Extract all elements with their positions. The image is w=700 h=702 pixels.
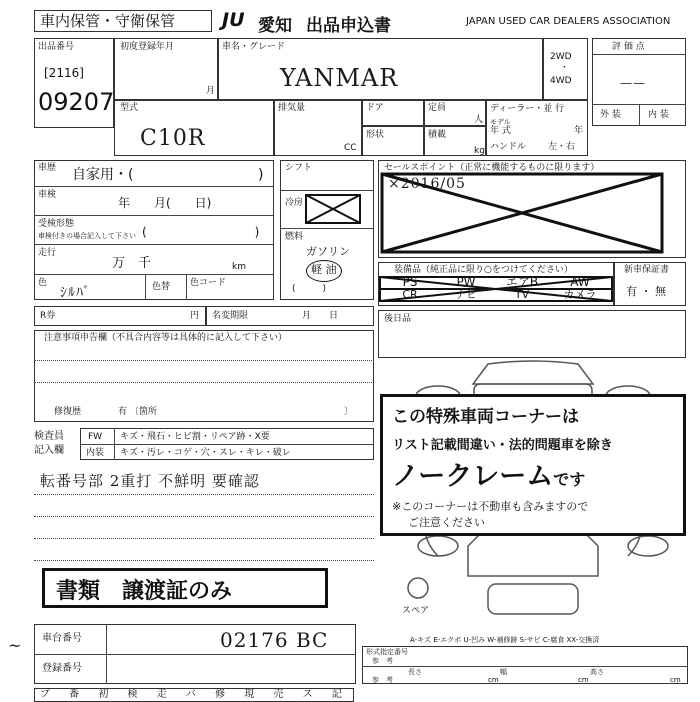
form-div bbox=[362, 666, 688, 667]
recv-paren: ( ) bbox=[142, 225, 260, 239]
type-label: 型式 bbox=[120, 103, 139, 113]
assoc-name: JAPAN USED CAR DEALERS ASSOCIATION bbox=[466, 16, 671, 27]
spare-label: スペア bbox=[402, 606, 430, 616]
drive-4wd: 4WD bbox=[550, 76, 572, 86]
history-div2 bbox=[34, 215, 274, 216]
inspector-label-1: 検査員 bbox=[34, 431, 64, 442]
model-year-label: モデル bbox=[490, 118, 511, 126]
warranty-label: 新車保証書 bbox=[624, 265, 670, 275]
inspector-label-2: 記入欄 bbox=[34, 445, 64, 456]
drive-dot: ・ bbox=[560, 63, 570, 73]
width-label: 幅 bbox=[500, 668, 507, 676]
inspector-line3 bbox=[34, 538, 374, 539]
door-label: ドア bbox=[366, 103, 384, 113]
grade-split bbox=[639, 104, 640, 126]
docs-text: 書類 譲渡証のみ bbox=[56, 579, 233, 604]
special-line-4: ※このコーナーは不動車も含みますので bbox=[392, 500, 589, 513]
damage-legend: A-キズ E-エクボ U-凹み W-補修跡 S-サビ C-腐食 XX-交換済 bbox=[410, 636, 600, 644]
special-line-1: この特殊車両コーナーは bbox=[392, 407, 579, 427]
equip-pw: PW bbox=[456, 275, 476, 289]
drive-2wd: 2WD bbox=[550, 52, 572, 62]
shape-label: 形状 bbox=[366, 130, 385, 140]
equip-ps: PS bbox=[402, 275, 418, 289]
history-label: 車歴 bbox=[38, 163, 57, 173]
last-row-text: プ 番 初 検 走 バ 修 現 売 ス 記 bbox=[40, 689, 350, 700]
equip-aw: AW bbox=[570, 275, 590, 289]
disp-cc: CC bbox=[344, 143, 357, 153]
repair-label: 修復歴 bbox=[54, 407, 82, 417]
model-value: YANMAR bbox=[280, 64, 399, 92]
mileage-label: 走行 bbox=[38, 248, 57, 258]
color-value: ｼﾙﾊﾞ bbox=[60, 285, 91, 301]
equip-cr: CR bbox=[402, 288, 418, 301]
length-label: 長さ bbox=[408, 668, 422, 676]
height-unit: cm bbox=[670, 676, 681, 684]
history-value: 自家用・( bbox=[72, 167, 134, 183]
exterior-label: 外 装 bbox=[600, 110, 621, 120]
color-split1 bbox=[145, 274, 146, 300]
inspect-label: 車検 bbox=[38, 190, 57, 200]
type-value: C10R bbox=[140, 126, 206, 151]
interior-label: 内 装 bbox=[648, 110, 669, 120]
notes-box bbox=[34, 330, 374, 422]
height-label: 高さ bbox=[590, 668, 604, 676]
form-box bbox=[362, 646, 688, 684]
rebate-label: R券 bbox=[40, 311, 56, 321]
load-unit: kg bbox=[474, 146, 485, 156]
cap-label: 定員 bbox=[428, 103, 447, 113]
lot-number: 09207 bbox=[38, 88, 115, 116]
inspector-grid-split bbox=[114, 428, 115, 460]
chassis-split bbox=[106, 624, 107, 684]
no-claim-suffix: です bbox=[553, 470, 586, 489]
fuel-oil: 軽 油 bbox=[311, 263, 337, 276]
equip-airbag: エアB bbox=[505, 275, 539, 289]
org-name: 愛知 bbox=[258, 16, 292, 36]
length-unit: cm bbox=[488, 676, 499, 684]
ac-label: 冷房 bbox=[285, 198, 304, 208]
chassis-label: 車台番号 bbox=[42, 633, 82, 644]
color-split2 bbox=[186, 274, 187, 300]
recv-label: 受検形態 bbox=[38, 219, 75, 229]
no-claim-text: ノークレーム bbox=[392, 461, 554, 492]
inspector-line2 bbox=[34, 516, 374, 517]
equip-navi: ナビ bbox=[455, 288, 477, 301]
ac-crossed-box bbox=[305, 194, 361, 224]
history-div1 bbox=[34, 186, 274, 187]
history-div4 bbox=[34, 274, 274, 275]
ju-logo: JU bbox=[222, 9, 245, 31]
sales-label: セールスポイント（正常に機能するものに限ります） bbox=[384, 163, 600, 173]
after-label: 後日品 bbox=[384, 314, 412, 324]
form-ref-2: 参 考 bbox=[372, 676, 393, 684]
notes-label: 注意事項申告欄（不具合内容等は具体的に記入して下さい） bbox=[44, 333, 288, 343]
history-div3 bbox=[34, 244, 274, 245]
inspector-fw: FW bbox=[88, 432, 103, 442]
year-char: 年 bbox=[574, 126, 584, 136]
transfer-value: 月 日 bbox=[302, 311, 339, 321]
warranty-options: 有 ・ 無 bbox=[626, 285, 666, 298]
shift-div2 bbox=[280, 228, 374, 229]
history-close: ) bbox=[258, 167, 264, 183]
disp-label: 排気量 bbox=[278, 103, 306, 113]
fuel-paren: ( ) bbox=[292, 284, 327, 294]
chassis-value: 02176 BC bbox=[220, 628, 329, 652]
form-title: 出品申込書 bbox=[306, 16, 391, 36]
grade-divider bbox=[592, 54, 686, 55]
recv-note: 車検付きの場合記入して下さい bbox=[38, 232, 136, 240]
colorcode-label: 色コード bbox=[190, 278, 227, 288]
fuel-label: 燃料 bbox=[285, 232, 304, 242]
equip-camera: カメラ bbox=[563, 288, 597, 301]
inspector-grid-div bbox=[80, 444, 374, 445]
equip-label: 装備品（純正品に限り○をつけてください） bbox=[394, 265, 573, 275]
inspector-int-items: キズ・汚レ・コゲ・穴・スレ・キレ・破レ bbox=[120, 448, 291, 458]
chassis-div bbox=[34, 654, 356, 655]
notes-line2 bbox=[34, 382, 374, 383]
special-line-5: ご注意ください bbox=[408, 516, 485, 529]
model-label: 車名・グレード bbox=[222, 42, 286, 52]
special-line-3 bbox=[392, 454, 585, 493]
cap-unit: 人 bbox=[474, 115, 484, 125]
inspector-line1 bbox=[34, 494, 374, 495]
dealer-label: ディーラー・並 行 bbox=[490, 104, 565, 114]
form-ref-1: 参 考 bbox=[372, 657, 393, 665]
first-reg-month: 月 bbox=[206, 86, 216, 96]
first-reg-label: 初度登録年月 bbox=[120, 42, 175, 52]
sales-note: ×2016/05 bbox=[388, 176, 466, 192]
handle-label: ハンドル bbox=[490, 142, 527, 152]
color-label: 色 bbox=[38, 278, 48, 288]
width-unit: cm bbox=[578, 676, 589, 684]
recolor-label: 色替 bbox=[152, 282, 171, 292]
mileage-unit: km bbox=[232, 262, 246, 272]
special-line-2: リスト記載間違い・法的問題車を除き bbox=[392, 438, 613, 453]
handle-options: 左・右 bbox=[548, 142, 576, 152]
storage-label: 車内保管・守衛保管 bbox=[40, 12, 176, 30]
year-label: 年 式 bbox=[490, 126, 511, 136]
reg-label: 登録番号 bbox=[42, 663, 82, 674]
shift-div1 bbox=[280, 190, 374, 191]
grade-label: 評 価 点 bbox=[612, 42, 645, 52]
lot-label: 出品番号 bbox=[38, 42, 75, 52]
rebate-box bbox=[34, 306, 206, 326]
lot-prefix: [2116] bbox=[44, 66, 84, 80]
inspector-int: 内装 bbox=[86, 448, 105, 458]
repair-value: 有 〔箇所 bbox=[118, 407, 157, 417]
after-box bbox=[378, 310, 686, 358]
transfer-label: 名変期限 bbox=[212, 311, 249, 321]
rebate-yen: 円 bbox=[190, 311, 200, 321]
mileage-value: 万 千 bbox=[112, 256, 152, 271]
margin-mark: ~ bbox=[8, 636, 23, 655]
grade-value: —— bbox=[620, 76, 646, 90]
load-label: 積載 bbox=[428, 130, 447, 140]
inspect-value: 年 月( 日) bbox=[118, 196, 212, 210]
repair-close: 〕 bbox=[344, 407, 354, 417]
equip-tv: TV bbox=[514, 288, 530, 301]
fuel-gas: ガソリン bbox=[306, 245, 350, 258]
form-label: 形式指定番号 bbox=[366, 648, 408, 656]
inspector-handwritten: 転番号部 2重打 不鮮明 要確認 bbox=[40, 472, 260, 490]
inspector-line4 bbox=[34, 560, 374, 561]
notes-line1 bbox=[34, 360, 374, 361]
shift-label: シフト bbox=[285, 163, 313, 173]
inspector-fw-items: キズ・飛石・ヒビ割・リペア跡・X要 bbox=[120, 432, 270, 442]
